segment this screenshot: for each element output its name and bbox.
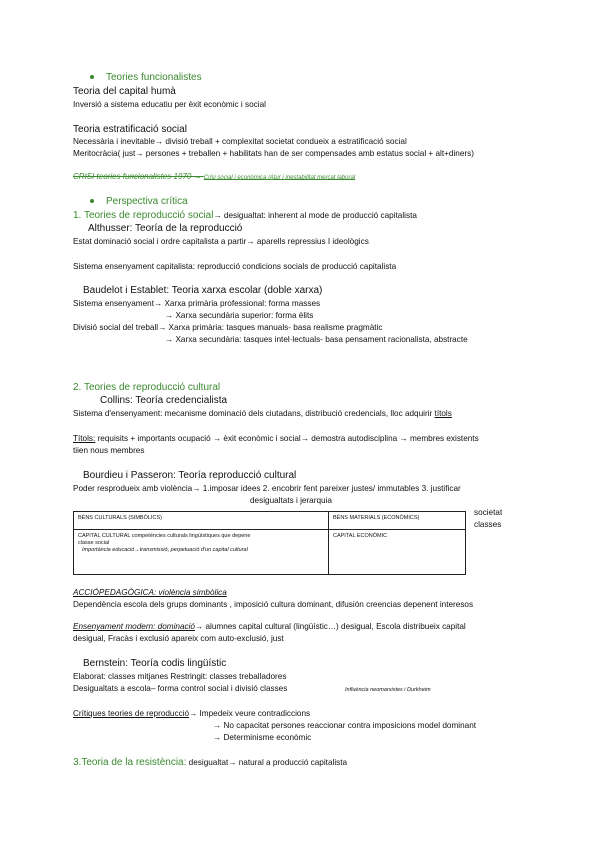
heading-desc: → desigualtat: inherent al mode de producció capitalista	[213, 211, 417, 220]
ensenyament-label: Ensenyament modern: dominació	[73, 622, 195, 631]
cell-line	[78, 533, 324, 540]
heading-reproduccio-social	[73, 210, 417, 221]
title-collins: Collins: Teoría credencialista	[100, 395, 228, 406]
text-line: Sistema ensenyament capitalista: reproducció condicions socials de producció capitalista	[73, 262, 397, 271]
table-row	[74, 512, 466, 530]
cell-text: competències culturals lingüístiques que depene	[130, 533, 251, 539]
cell-line: classe social	[78, 540, 110, 546]
text-line	[73, 622, 466, 631]
text-line: → No capacitat persones reaccionar contra imposicions model dominant	[213, 721, 477, 730]
text-line: Desigualtats a escola– forma control social i divisió classes	[73, 684, 288, 693]
heading-desc: desigualtat→ natural a producció capitalista	[186, 758, 348, 767]
side-note: societat	[474, 508, 503, 517]
table-cell: CAPITAL ECONÒMIC	[329, 530, 466, 575]
title-althusser: Althusser: Teoría de la reproducció	[88, 223, 243, 234]
titols-underlined: títols	[434, 409, 452, 418]
table-header-cell: BÉNS CULTURALS (SIMBÒLICS)	[74, 512, 329, 530]
text-line: Meritocràcia( just→ persones + treballen + habilitats han de ser compensades amb estatus social + alt+diners)	[73, 149, 474, 158]
text-line: Necessària i inevitable→ divisió treball + complexitat societat condueix a estratificació social	[73, 137, 407, 146]
text-span: → alumnes capital cultural (lingüístic…) desigual, Escola distribueix capital	[194, 622, 466, 631]
text-line: → Xarxa secundària superior: forma èlits	[165, 311, 314, 320]
text-line	[73, 709, 310, 718]
text-line: → Xarxa secundària: tasques intel·lectuals- basa pensament racionalista, abstracte	[165, 335, 468, 344]
crisi-line	[73, 172, 355, 181]
titols-label: Títols:	[73, 434, 96, 443]
heading-text: Teories funcionalistes	[106, 72, 202, 83]
text-line: Dependència escola dels grups dominants , imposició cultura dominant, difusión creencias depenent interesos	[73, 600, 474, 609]
text-line: tiien nous membres	[73, 446, 145, 455]
text-line: Divisió social del treball→ Xarxa primària: tasques manuals- basa realisme pragmàtic	[73, 323, 383, 332]
table-cell	[74, 530, 329, 575]
text-line: → Determinisme econòmic	[213, 733, 312, 742]
side-note: Influència neomarxistes i Durkheim	[345, 687, 431, 693]
title-estratificacio: Teoria estratificació social	[73, 124, 187, 135]
heading-resistencia	[73, 757, 347, 768]
heading-reproduccio-cultural: 2. Teories de reproducció cultural	[73, 382, 221, 393]
table-row	[74, 530, 466, 575]
title-baudelot-establet: Baudelot i Establet: Teoria xarxa escolar (doble xarxa)	[83, 285, 323, 296]
text-span: → Impedeix veure contradiccions	[189, 709, 311, 718]
text-line: desigualtats i jerarquia	[250, 496, 332, 505]
heading-text: 1. Teories de reproducció social	[73, 210, 214, 221]
text-line	[73, 434, 479, 443]
bullet-dot-icon	[90, 75, 94, 79]
bullet-dot-icon	[90, 199, 94, 203]
heading-text: Perspectiva crítica	[106, 196, 188, 207]
crisi-text: CRISI teories funcionalistes 1970 →	[73, 172, 204, 181]
bullet-teories-funcionalistes	[90, 72, 202, 83]
heading-text: 3.Teoria de la resistència:	[73, 757, 187, 768]
text-line: Estat dominació social i ordre capitalista a partir→ aparells repressius I ideològics	[73, 237, 369, 246]
capital-table	[73, 511, 466, 575]
text-line: Elaborat: classes mitjanes Restringit: classes treballadores	[73, 672, 287, 681]
text-line	[73, 409, 452, 418]
title-bernstein: Bernstein: Teoría codis lingüístic	[83, 658, 227, 669]
text-line: desigual, Fracàs i exclusió apareix com auto-exclusió, just	[73, 634, 284, 643]
critiques-label: Crítiques teories de reproducció	[73, 709, 190, 718]
table-header-cell: BÉNS MATERIALS (ECONÒMICS)	[329, 512, 466, 530]
text-span: requisits + importants ocupació → èxit econòmic i social→ demostra autodisciplina → membres existents	[95, 434, 479, 443]
text-line: Inversió a sistema educatiu per èxit econòmic i social	[73, 100, 266, 109]
bullet-perspectiva-critica	[90, 196, 188, 207]
text-line: Poder resprodueix amb violència→ 1.imposar idees 2. encobrir fent pareixer justes/ immutables 3. justificar	[73, 484, 461, 493]
side-note: classes	[474, 520, 502, 529]
title-capital-huma: Teoria del capital humà	[73, 86, 176, 97]
text-line: Sistema ensenyament→ Xarxa primària professional: forma masses	[73, 299, 321, 308]
text-span: Sistema d'ensenyament: mecanisme dominació dels ciutadans, distribució credencials, lloc adquirir	[73, 409, 435, 418]
accio-pedagogica-heading: ACCIÓPEDAGÒGICA: violència simbòlica	[73, 588, 227, 597]
crisi-note: Crisi social i econòmica /Atur i inestabilitat mercat laboral	[203, 175, 356, 181]
cell-strong: CAPITAL CULTURAL	[78, 533, 131, 539]
title-bourdieu-passeron: Bourdieu i Passeron: Teoría reproducció cultural	[83, 470, 297, 481]
cell-line: Importància educació→transmissió, perpetuació d'un capital cultural	[82, 547, 248, 553]
